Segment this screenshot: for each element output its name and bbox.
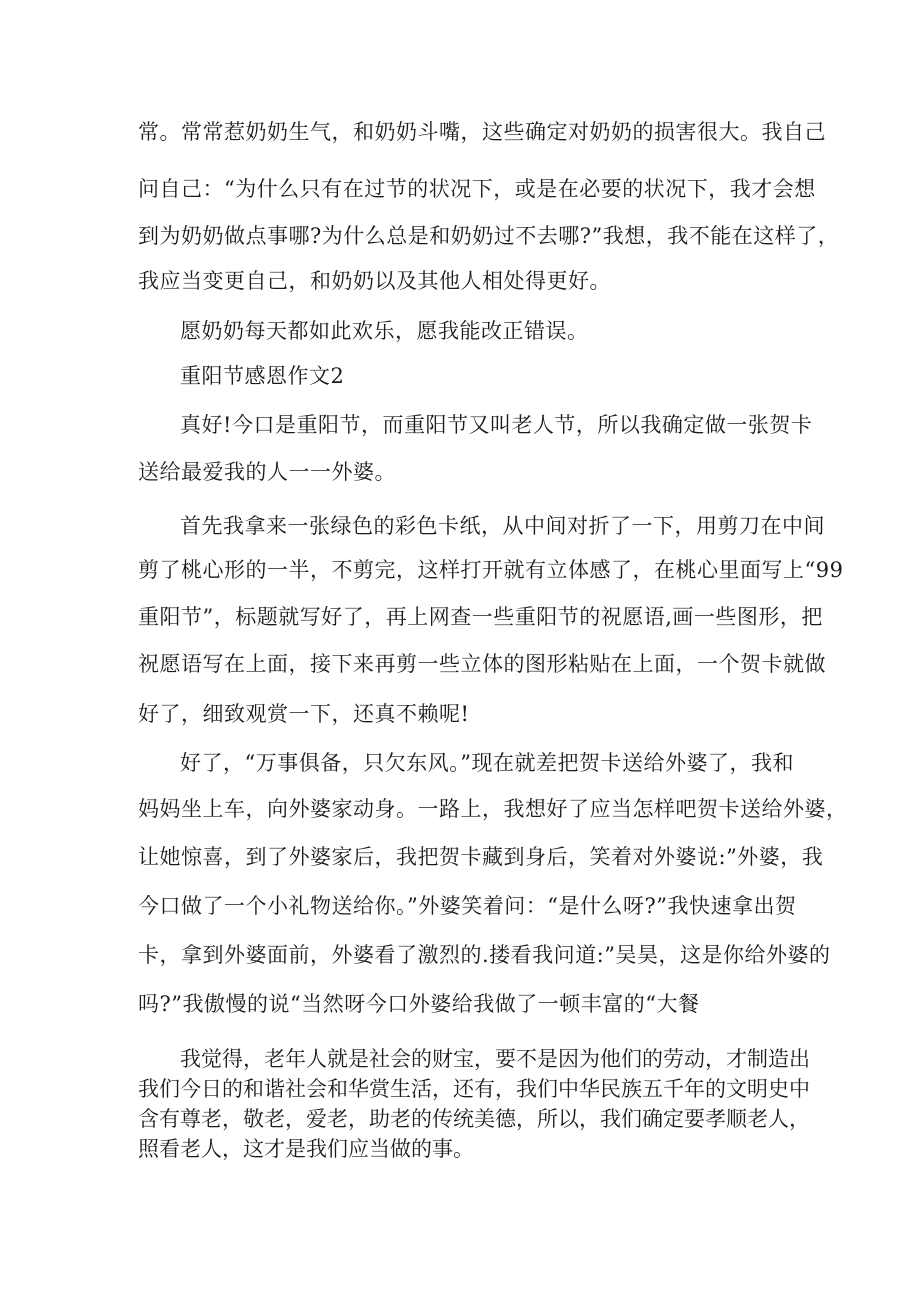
text-line: 我们今日的和谐社会和华赏生活，还有，我们中华民族五千年的文明史中 bbox=[138, 1077, 810, 1101]
text-line: 真好!今口是重阳节，而重阳节又叫老人节，所以我确定做一张贺卡 bbox=[180, 413, 813, 437]
text-line: 常。常常惹奶奶生气，和奶奶斗嘴，这些确定对奶奶的损害很大。我自己 bbox=[138, 120, 826, 144]
text-line: 重阳节”，标题就写好了，再上网查一些重阳节的祝愿语,画一些图形，把 bbox=[138, 605, 823, 629]
text-line: 问自己：“为什么只有在过节的状况下，或是在必要的状况下，我才会想 bbox=[138, 177, 816, 201]
text-line: 祝愿语写在上面，接下来再剪一些立体的图形粘贴在上面，一个贺卡就做 bbox=[138, 652, 826, 676]
text-line: 吗?”我傲慢的说“当然呀今口外婆给我做了一顿丰富的“大餐 bbox=[138, 992, 700, 1016]
text-line: 剪了桃心形的一半，不剪完，这样打开就有立体感了，在桃心里面写上“99 bbox=[138, 558, 844, 582]
text-line: 愿奶奶每天都如此欢乐，愿我能改正错误。 bbox=[180, 319, 589, 343]
text-line: 照看老人，这才是我们应当做的事。 bbox=[138, 1137, 474, 1161]
text-line: 好了，“万事俱备，只欠东风。”现在就差把贺卡送给外婆了，我和 bbox=[180, 751, 794, 775]
text-line: 妈妈坐上车，向外婆家动身。一路上，我想好了应当怎样吧贺卡送给外婆， bbox=[138, 797, 848, 821]
text-line: 到为奶奶做点事哪?为什么总是和奶奶过不去哪?”我想，我不能在这样了， bbox=[138, 224, 840, 248]
section-title: 重阳节感恩作文2 bbox=[180, 364, 345, 388]
closing-paragraph bbox=[138, 1044, 810, 1164]
text-line: 含有尊老，敬老，爱老，助老的传统美德，所以，我们确定要孝顺老人， bbox=[138, 1107, 810, 1131]
text-line: 卡，拿到外婆面前，外婆看了激烈的.搂看我问道:”吴昊，这是你给外婆的 bbox=[138, 943, 831, 967]
text-line: 送给最爱我的人一一外婆。 bbox=[138, 460, 396, 484]
text-line: 首先我拿来一张绿色的彩色卡纸，从中间对折了一下，用剪刀在中间 bbox=[180, 514, 825, 538]
text-line: 让她惊喜，到了外婆家后，我把贺卡藏到身后，笑着对外婆说:”外婆，我 bbox=[138, 845, 824, 869]
text-line: 好了，细致观赏一下，还真不赖呢! bbox=[138, 702, 470, 726]
text-line: 我应当变更自己，和奶奶以及其他人相处得更好。 bbox=[138, 269, 611, 293]
text-line: 我觉得，老年人就是社会的财宝，要不是因为他们的劳动，才制造出 bbox=[180, 1047, 810, 1071]
text-line: 今口做了一个小礼物送给你。”外婆笑着问：“是什么呀?”我快速拿出贺 bbox=[138, 894, 797, 918]
